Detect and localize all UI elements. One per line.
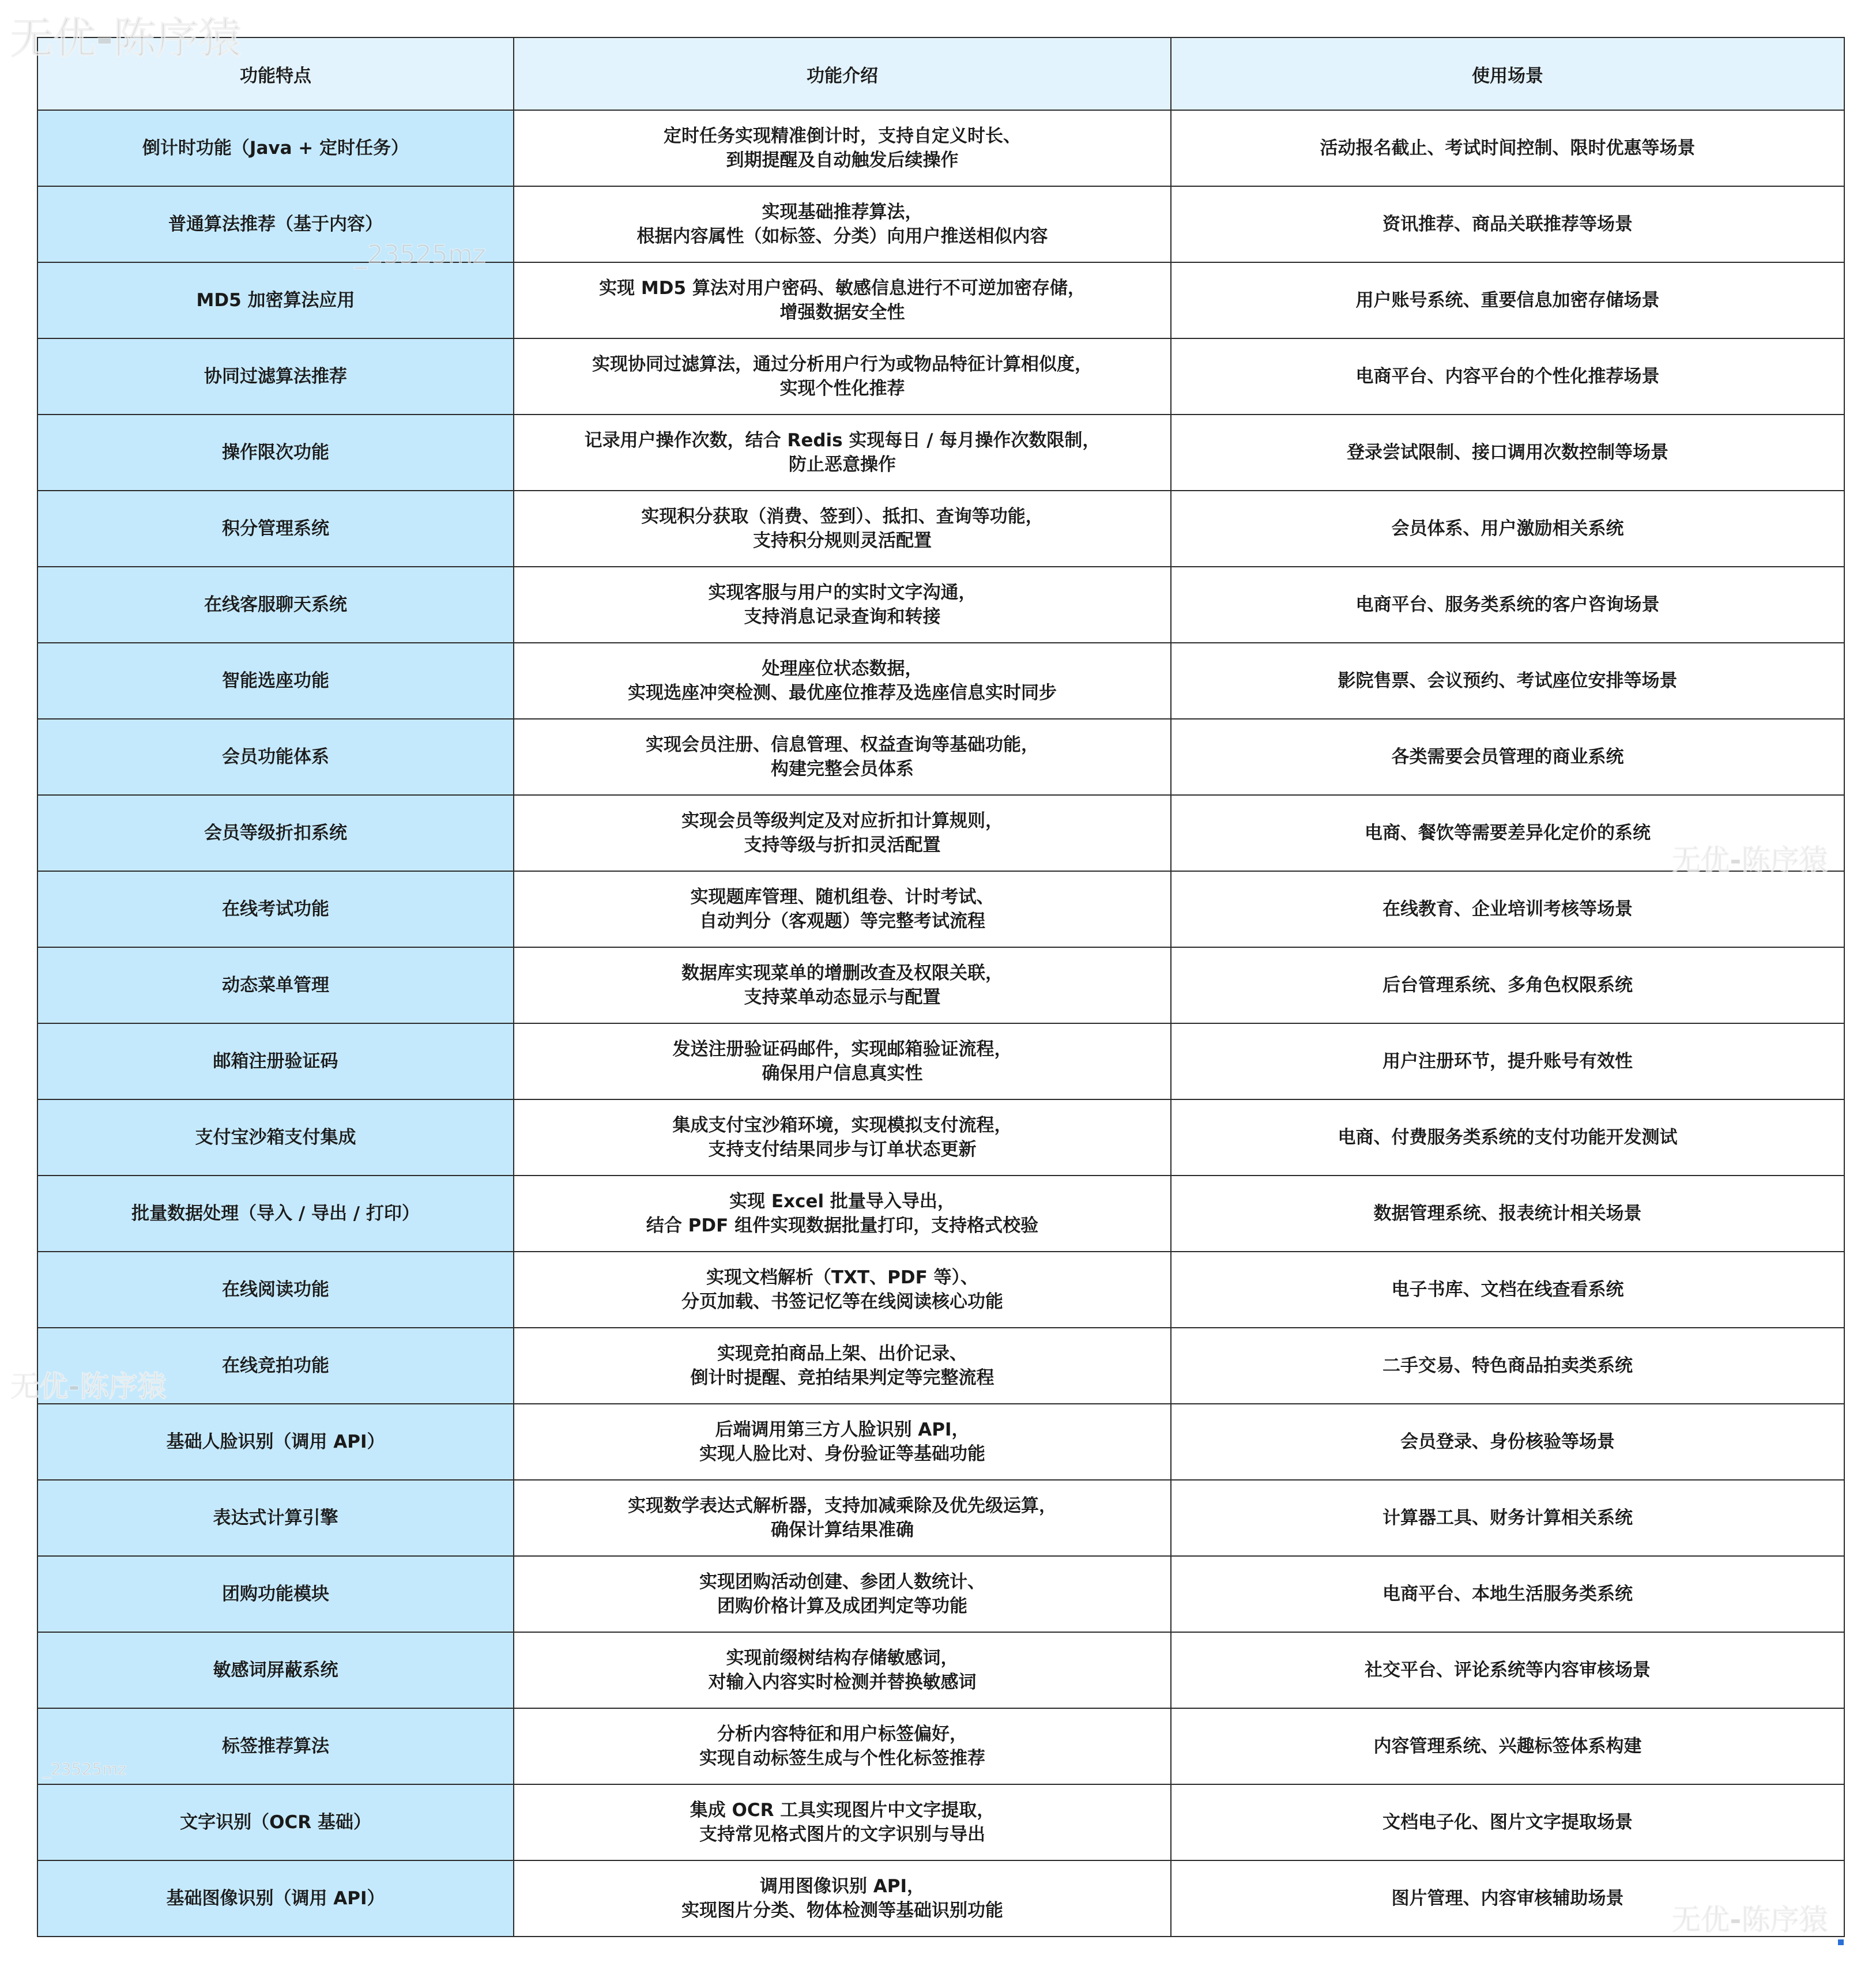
intro-line: 实现前缀树结构存储敏感词， xyxy=(726,1648,959,1668)
intro-cell xyxy=(514,947,1171,1023)
feature-cell: 普通算法推荐（基于内容） xyxy=(37,186,514,262)
watermark-main: 无优-陈序猿 xyxy=(10,14,242,63)
intro-line: 对输入内容实时检测并替换敏感词 xyxy=(708,1672,977,1693)
scenario-cell: 电商平台、内容平台的个性化推荐场景 xyxy=(1171,338,1844,415)
feature-cell: 会员等级折扣系统 xyxy=(37,795,514,871)
intro-cell xyxy=(514,415,1171,491)
intro-line: 分页加载、书签记忆等在线阅读核心功能 xyxy=(681,1291,1003,1312)
table-row xyxy=(37,1176,1844,1252)
feature-cell: 在线客服聊天系统 xyxy=(37,567,514,643)
intro-cell xyxy=(514,567,1171,643)
intro-line: 处理座位状态数据， xyxy=(762,658,923,679)
intro-cell xyxy=(514,1556,1171,1632)
table-row xyxy=(37,1023,1844,1099)
intro-line: 分析内容特征和用户标签偏好， xyxy=(717,1724,967,1745)
intro-cell xyxy=(514,1708,1171,1784)
table-row xyxy=(37,567,1844,643)
intro-line: 倒计时提醒、竞拍结果判定等完整流程 xyxy=(690,1368,994,1388)
feature-cell: 协同过滤算法推荐 xyxy=(37,338,514,415)
feature-cell: 积分管理系统 xyxy=(37,491,514,567)
intro-line: 增强数据安全性 xyxy=(779,302,905,323)
intro-line: 实现协同过滤算法，通过分析用户行为或物品特征计算相似度， xyxy=(592,354,1093,375)
watermark-id: _23525mz xyxy=(43,1760,127,1779)
intro-line: 集成支付宝沙箱环境，实现模拟支付流程， xyxy=(672,1115,1012,1136)
intro-line: 支持积分规则灵活配置 xyxy=(753,530,932,551)
intro-line: 到期提醒及自动触发后续操作 xyxy=(726,150,959,171)
feature-cell: 在线竞拍功能 xyxy=(37,1328,514,1404)
feature-cell: 智能选座功能 xyxy=(37,643,514,719)
table-row xyxy=(37,1556,1844,1632)
intro-cell xyxy=(514,719,1171,795)
table-row xyxy=(37,1480,1844,1556)
scenario-cell: 用户注册环节，提升账号有效性 xyxy=(1171,1023,1844,1099)
table-row xyxy=(37,1252,1844,1328)
table-row xyxy=(37,491,1844,567)
feature-table xyxy=(37,37,1845,1937)
intro-line: 支持消息记录查询和转接 xyxy=(744,606,941,627)
scenario-cell: 内容管理系统、兴趣标签体系构建 xyxy=(1171,1708,1844,1784)
scenario-cell: 会员登录、身份核验等场景 xyxy=(1171,1404,1844,1480)
scenario-cell: 后台管理系统、多角色权限系统 xyxy=(1171,947,1844,1023)
table-row xyxy=(37,1099,1844,1176)
table-row xyxy=(37,338,1844,415)
intro-cell xyxy=(514,1784,1171,1860)
intro-line: 实现会员注册、信息管理、权益查询等基础功能， xyxy=(646,734,1039,755)
watermark-main: 无优-陈序猿 xyxy=(1672,843,1828,877)
intro-cell xyxy=(514,1023,1171,1099)
intro-line: 实现客服与用户的实时文字沟通， xyxy=(708,582,977,603)
feature-cell: 会员功能体系 xyxy=(37,719,514,795)
intro-cell xyxy=(514,1099,1171,1176)
scenario-cell: 电子书库、文档在线查看系统 xyxy=(1171,1252,1844,1328)
watermark-id: _23525mz xyxy=(355,240,486,269)
feature-cell: 倒计时功能（Java + 定时任务） xyxy=(37,110,514,186)
scenario-cell: 电商、餐饮等需要差异化定价的系统 xyxy=(1171,795,1844,871)
intro-line: 根据内容属性（如标签、分类）向用户推送相似内容 xyxy=(636,226,1048,247)
table-row xyxy=(37,1404,1844,1480)
feature-cell: 操作限次功能 xyxy=(37,415,514,491)
intro-line: 支持支付结果同步与订单状态更新 xyxy=(708,1139,977,1160)
scenario-cell: 会员体系、用户激励相关系统 xyxy=(1171,491,1844,567)
watermark-main: 无优-陈序猿 xyxy=(1672,1903,1828,1937)
intro-cell xyxy=(514,1252,1171,1328)
intro-cell xyxy=(514,1176,1171,1252)
intro-line: 实现 Excel 批量导入导出， xyxy=(729,1191,955,1212)
intro-line: 自动判分（客观题）等完整考试流程 xyxy=(699,911,985,932)
intro-line: 实现人脸比对、身份验证等基础功能 xyxy=(699,1444,985,1464)
scenario-cell: 二手交易、特色商品拍卖类系统 xyxy=(1171,1328,1844,1404)
intro-line: 构建完整会员体系 xyxy=(771,759,914,779)
intro-cell xyxy=(514,1328,1171,1404)
table-row xyxy=(37,643,1844,719)
intro-cell xyxy=(514,795,1171,871)
corner-marker xyxy=(1838,1939,1844,1945)
header-scenario: 使用场景 xyxy=(1171,37,1844,110)
intro-line: 数据库实现菜单的增删改查及权限关联， xyxy=(681,963,1003,984)
intro-line: 定时任务实现精准倒计时，支持自定义时长、 xyxy=(664,126,1021,146)
intro-line: 团购价格计算及成团判定等功能 xyxy=(717,1596,967,1617)
intro-line: 实现题库管理、随机组卷、计时考试、 xyxy=(690,887,994,907)
intro-line: 支持菜单动态显示与配置 xyxy=(744,987,941,1008)
table-row xyxy=(37,262,1844,338)
intro-line: 实现自动标签生成与个性化标签推荐 xyxy=(699,1748,985,1769)
scenario-cell: 图片管理、内容审核辅助场景 xyxy=(1171,1860,1844,1937)
scenario-cell: 文档电子化、图片文字提取场景 xyxy=(1171,1784,1844,1860)
feature-cell: 标签推荐算法 xyxy=(37,1708,514,1784)
table-row xyxy=(37,1632,1844,1708)
scenario-cell: 资讯推荐、商品关联推荐等场景 xyxy=(1171,186,1844,262)
scenario-cell: 电商、付费服务类系统的支付功能开发测试 xyxy=(1171,1099,1844,1176)
intro-cell xyxy=(514,871,1171,947)
scenario-cell: 影院售票、会议预约、考试座位安排等场景 xyxy=(1171,643,1844,719)
header-intro: 功能介绍 xyxy=(514,37,1171,110)
feature-cell: 表达式计算引擎 xyxy=(37,1480,514,1556)
table-row xyxy=(37,1860,1844,1937)
scenario-cell: 数据管理系统、报表统计相关场景 xyxy=(1171,1176,1844,1252)
intro-cell xyxy=(514,1632,1171,1708)
intro-cell xyxy=(514,338,1171,415)
intro-line: 防止恶意操作 xyxy=(789,454,896,475)
intro-line: 支持常见格式图片的文字识别与导出 xyxy=(699,1824,985,1845)
intro-line: 集成 OCR 工具实现图片中文字提取， xyxy=(690,1800,995,1821)
intro-line: 实现图片分类、物体检测等基础识别功能 xyxy=(681,1900,1003,1921)
feature-cell: 基础人脸识别（调用 API） xyxy=(37,1404,514,1480)
intro-line: 后端调用第三方人脸识别 API， xyxy=(715,1419,970,1440)
feature-cell: MD5 加密算法应用 xyxy=(37,262,514,338)
table-row xyxy=(37,1328,1844,1404)
intro-line: 结合 PDF 组件实现数据批量打印，支持格式校验 xyxy=(646,1215,1039,1236)
feature-cell: 在线考试功能 xyxy=(37,871,514,947)
feature-cell: 支付宝沙箱支付集成 xyxy=(37,1099,514,1176)
feature-cell: 动态菜单管理 xyxy=(37,947,514,1023)
scenario-cell: 电商平台、本地生活服务类系统 xyxy=(1171,1556,1844,1632)
intro-line: 发送注册验证码邮件，实现邮箱验证流程， xyxy=(672,1039,1012,1060)
intro-line: 实现竞拍商品上架、出价记录、 xyxy=(717,1343,967,1364)
scenario-cell: 电商平台、服务类系统的客户咨询场景 xyxy=(1171,567,1844,643)
intro-line: 调用图像识别 API， xyxy=(759,1876,925,1897)
table-row xyxy=(37,415,1844,491)
table-row xyxy=(37,186,1844,262)
intro-cell xyxy=(514,186,1171,262)
table-row xyxy=(37,871,1844,947)
intro-line: 记录用户操作次数，结合 Redis 实现每日 / 每月操作次数限制， xyxy=(584,430,1101,451)
table-row xyxy=(37,947,1844,1023)
scenario-cell: 在线教育、企业培训考核等场景 xyxy=(1171,871,1844,947)
feature-cell: 邮箱注册验证码 xyxy=(37,1023,514,1099)
intro-line: 实现团购活动创建、参团人数统计、 xyxy=(699,1572,985,1592)
intro-line: 实现文档解析（TXT、PDF 等）、 xyxy=(706,1267,979,1288)
feature-cell: 文字识别（OCR 基础） xyxy=(37,1784,514,1860)
intro-line: 实现会员等级判定及对应折扣计算规则， xyxy=(681,811,1003,831)
table-row xyxy=(37,110,1844,186)
intro-line: 支持等级与折扣灵活配置 xyxy=(744,835,941,856)
table-row xyxy=(37,1784,1844,1860)
table-body xyxy=(37,110,1844,1937)
table-header-row xyxy=(37,37,1844,110)
scenario-cell: 登录尝试限制、接口调用次数控制等场景 xyxy=(1171,415,1844,491)
intro-line: 实现积分获取（消费、签到）、抵扣、查询等功能， xyxy=(641,506,1044,527)
intro-cell xyxy=(514,1480,1171,1556)
intro-line: 确保用户信息真实性 xyxy=(762,1063,923,1084)
feature-cell: 团购功能模块 xyxy=(37,1556,514,1632)
watermark-main: 无优-陈序猿 xyxy=(10,1370,167,1403)
feature-cell: 敏感词屏蔽系统 xyxy=(37,1632,514,1708)
intro-cell xyxy=(514,643,1171,719)
scenario-cell: 计算器工具、财务计算相关系统 xyxy=(1171,1480,1844,1556)
scenario-cell: 活动报名截止、考试时间控制、限时优惠等场景 xyxy=(1171,110,1844,186)
table-row xyxy=(37,719,1844,795)
intro-cell xyxy=(514,262,1171,338)
feature-cell: 基础图像识别（调用 API） xyxy=(37,1860,514,1937)
scenario-cell: 各类需要会员管理的商业系统 xyxy=(1171,719,1844,795)
intro-line: 实现选座冲突检测、最优座位推荐及选座信息实时同步 xyxy=(628,683,1057,703)
intro-cell xyxy=(514,110,1171,186)
intro-cell xyxy=(514,491,1171,567)
table-row xyxy=(37,1708,1844,1784)
intro-line: 实现个性化推荐 xyxy=(779,378,905,399)
feature-cell: 批量数据处理（导入 / 导出 / 打印） xyxy=(37,1176,514,1252)
intro-line: 实现数学表达式解析器，支持加减乘除及优先级运算， xyxy=(628,1495,1057,1516)
scenario-cell: 用户账号系统、重要信息加密存储场景 xyxy=(1171,262,1844,338)
header-feature: 功能特点 xyxy=(37,37,514,110)
table-row xyxy=(37,795,1844,871)
intro-line: 实现基础推荐算法， xyxy=(762,202,923,223)
intro-cell xyxy=(514,1404,1171,1480)
feature-cell: 在线阅读功能 xyxy=(37,1252,514,1328)
intro-line: 实现 MD5 算法对用户密码、敏感信息进行不可逆加密存储， xyxy=(599,278,1086,299)
intro-line: 确保计算结果准确 xyxy=(771,1520,914,1540)
intro-cell xyxy=(514,1860,1171,1937)
feature-table-container xyxy=(37,37,1844,1937)
scenario-cell: 社交平台、评论系统等内容审核场景 xyxy=(1171,1632,1844,1708)
